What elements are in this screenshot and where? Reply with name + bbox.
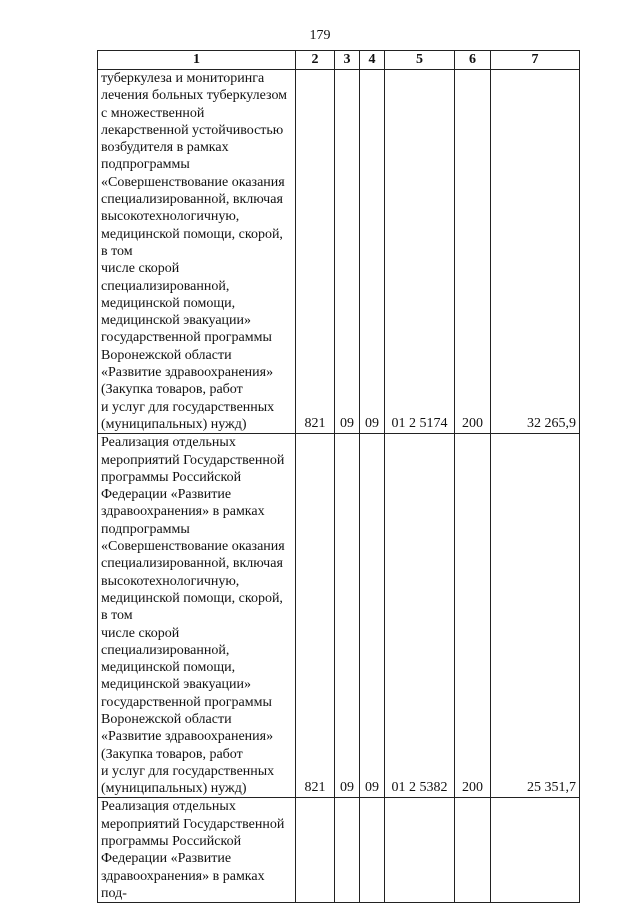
table-row <box>98 798 580 903</box>
column-header: 5 <box>385 51 455 70</box>
row-vr: 200 <box>455 70 491 434</box>
row-rz: 09 <box>335 434 360 798</box>
row-vr: 200 <box>455 434 491 798</box>
row-amount: 32 265,9 <box>491 70 580 434</box>
row-pr: 09 <box>360 70 385 434</box>
table-row <box>98 70 580 434</box>
row-pr <box>360 798 385 903</box>
row-description: туберкулеза и мониторинга лечения больных туберкулезом с множественной лекарственной устойчивостью возбудителя в рамках подпрограммы «Совершенствование оказания специализированной, включая высокотехнологичную, медицинской помощи, скорой, в том числе скорой специализированной, медицинской помощи, медицинской эвакуации» государственной программы Воронежской области «Развитие здравоохранения» (Закупка товаров, работ и услуг для государственных (муниципальных) нужд) <box>98 70 296 434</box>
row-grbs: 821 <box>296 70 335 434</box>
row-csr: 01 2 5174 <box>385 70 455 434</box>
row-rz: 09 <box>335 70 360 434</box>
row-grbs <box>296 798 335 903</box>
row-csr: 01 2 5382 <box>385 434 455 798</box>
column-header: 7 <box>491 51 580 70</box>
row-csr <box>385 798 455 903</box>
row-rz <box>335 798 360 903</box>
table-header-row <box>98 51 580 70</box>
column-header: 6 <box>455 51 491 70</box>
row-vr <box>455 798 491 903</box>
column-header: 3 <box>335 51 360 70</box>
page-number: 179 <box>309 28 331 43</box>
row-pr: 09 <box>360 434 385 798</box>
row-description: Реализация отдельных мероприятий Государственной программы Российской Федерации «Развитие здравоохранения» в рамках подпрограммы «Совершенствование оказания специализированной, включая высокотехнологичную, медицинской помощи, скорой, в том числе скорой специализированной, медицинской помощи, медицинской эвакуации» государственной программы Воронежской области «Развитие здравоохранения» (Закупка товаров, работ и услуг для государственных (муниципальных) нужд) <box>98 434 296 798</box>
table-row <box>98 434 580 798</box>
row-grbs: 821 <box>296 434 335 798</box>
column-header: 2 <box>296 51 335 70</box>
row-amount: 25 351,7 <box>491 434 580 798</box>
row-amount <box>491 798 580 903</box>
budget-table <box>97 50 580 903</box>
row-description: Реализация отдельных мероприятий Государственной программы Российской Федерации «Развитие здравоохранения» в рамках под- <box>98 798 296 903</box>
column-header: 1 <box>98 51 296 70</box>
column-header: 4 <box>360 51 385 70</box>
